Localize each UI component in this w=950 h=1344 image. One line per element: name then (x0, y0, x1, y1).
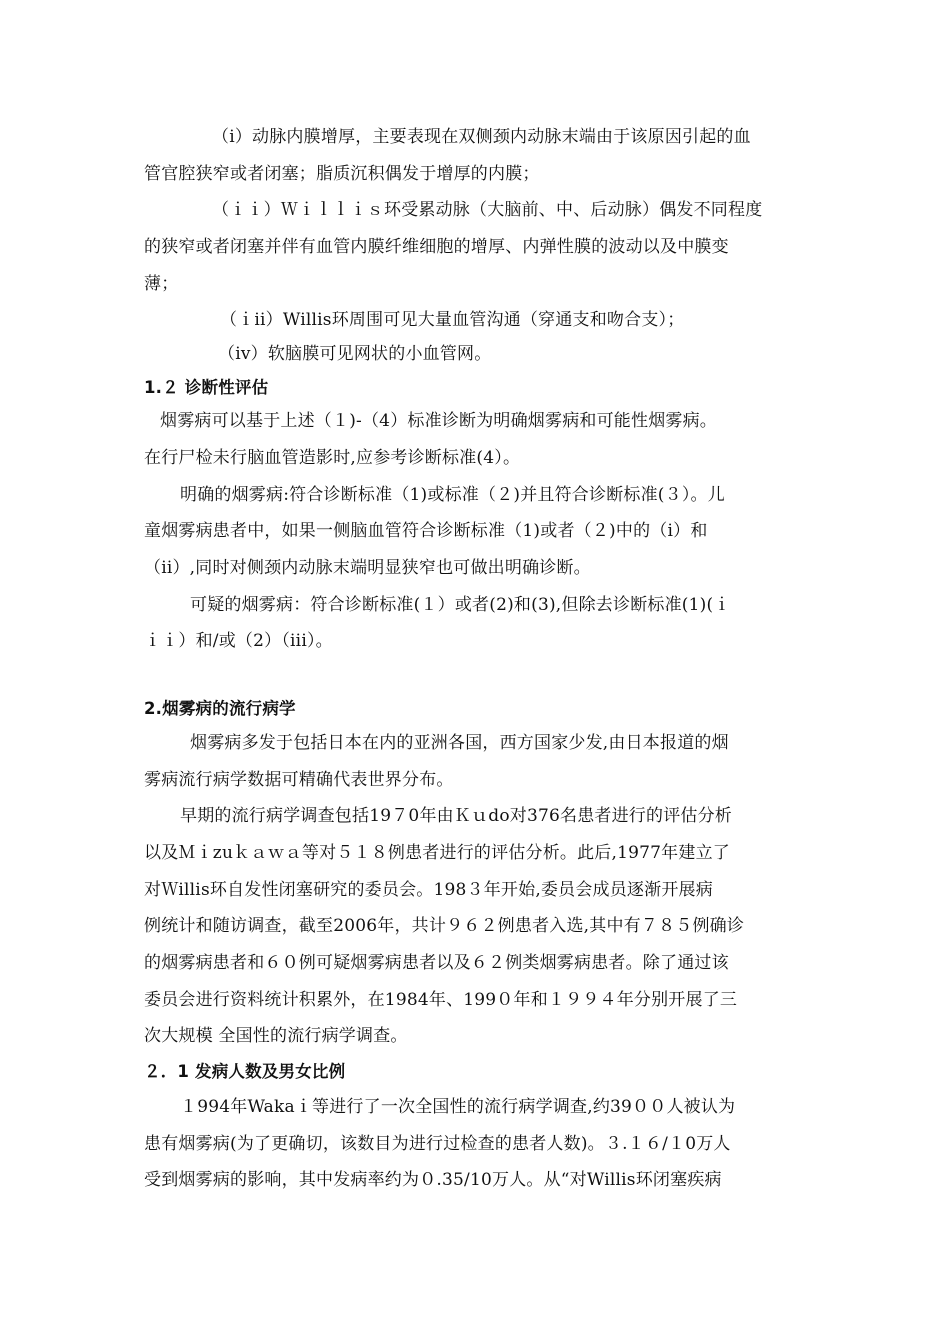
section-2-p2-line3: 对Ｗillis环自发性闭塞研究的委员会。198３年开始,委员会成员逐渐开展病 (144, 880, 713, 900)
section-1-2-p1-line2: 在行尸检未行脑血管造影时,应参考诊断标准(4）。 (144, 448, 521, 468)
section-2-1-p1-line1: １994年Wakaｉ等进行了一次全国性的流行病学调查,约39００人被认为 (180, 1097, 736, 1117)
section-2-p2-line7: 次大规模 全国性的流行病学调查。 (144, 1026, 408, 1046)
section-2-p2-line2: 以及Ｍｉzuｋａｗａ等对５１８例患者进行的评估分析。此后,1977年建立了 (144, 843, 730, 863)
criteria-item-ii-line3: 薄； (144, 274, 179, 294)
section-2-p2-line1: 早期的流行病学调查包括19７0年由Ｋｕdo对376名患者进行的评估分析 (180, 806, 733, 826)
section-2-p1-line1: 烟雾病多发于包括日本在内的亚洲各国，西方国家少发,由日本报道的烟 (190, 733, 729, 753)
criteria-item-i-line2: 管官腔狭窄或者闭塞；脂质沉积偶发于增厚的内膜； (144, 164, 540, 184)
criteria-item-i-line1: （i）动脉内膜增厚，主要表现在双侧颈内动脉末端由于该原因引起的血 (212, 127, 751, 147)
section-1-2-p3-line2: ｉｉ）和/或（2）（iii）。 (144, 631, 333, 651)
section-2-heading: 2.烟雾病的流行病学 (144, 699, 296, 718)
section-2-p2-line4: 例统计和随访调查，截至2006年，共计９６２例患者入选,其中有７８５例确诊 (144, 916, 745, 936)
section-2-1-p1-line3: 受到烟雾病的影响，其中发病率约为０.35/10万人。从“对Willis环闭塞疾病 (144, 1170, 722, 1190)
criteria-item-iii: （ｉii）Willis环周围可见大量血管沟通（穿通支和吻合支）； (220, 310, 685, 330)
section-1-2-p2-line3: （ii）,同时对侧颈内动脉末端明显狭窄也可做出明确诊断。 (144, 558, 591, 578)
section-2-p2-line5: 的烟雾病患者和６０例可疑烟雾病患者以及６２例类烟雾病患者。除了通过该 (144, 953, 729, 973)
criteria-item-ii-line1: （ｉｉ）Ｗｉｌｌｉｓ环受累动脉（大脑前、中、后动脉）偶发不同程度 (212, 200, 763, 220)
section-2-p2-line6: 委员会进行资料统计积累外，在1984年、199０年和１９９４年分别开展了三 (144, 990, 738, 1010)
section-1-2-p2-line1: 明确的烟雾病:符合诊断标准（1)或标准（２)并且符合诊断标准(３）。儿 (180, 485, 725, 505)
criteria-item-ii-line2: 的狭窄或者闭塞并伴有血管内膜纤维细胞的增厚、内弹性膜的波动以及中膜变 (144, 237, 729, 257)
section-1-2-p2-line2: 童烟雾病患者中，如果一侧脑血管符合诊断标准（1)或者（２)中的（i）和 (144, 521, 708, 541)
section-1-2-heading: 1.２ 诊断性评估 (144, 378, 269, 397)
section-2-1-heading: ２．1 发病人数及男女比例 (144, 1062, 346, 1081)
section-1-2-p1-line1: 烟雾病可以基于上述（１)-（4）标准诊断为明确烟雾病和可能性烟雾病。 (160, 411, 717, 431)
section-1-2-p3-line1: 可疑的烟雾病：符合诊断标准(１）或者(2)和(3),但除去诊断标准(1)(ｉ (190, 595, 731, 615)
criteria-item-iv: （iv）软脑膜可见网状的小血管网。 (218, 344, 492, 364)
section-2-p1-line2: 雾病流行病学数据可精确代表世界分布。 (144, 770, 454, 790)
section-2-1-p1-line2: 患有烟雾病(为了更确切，该数目为进行过检查的患者人数)。３.１６/１0万人 (144, 1134, 731, 1154)
